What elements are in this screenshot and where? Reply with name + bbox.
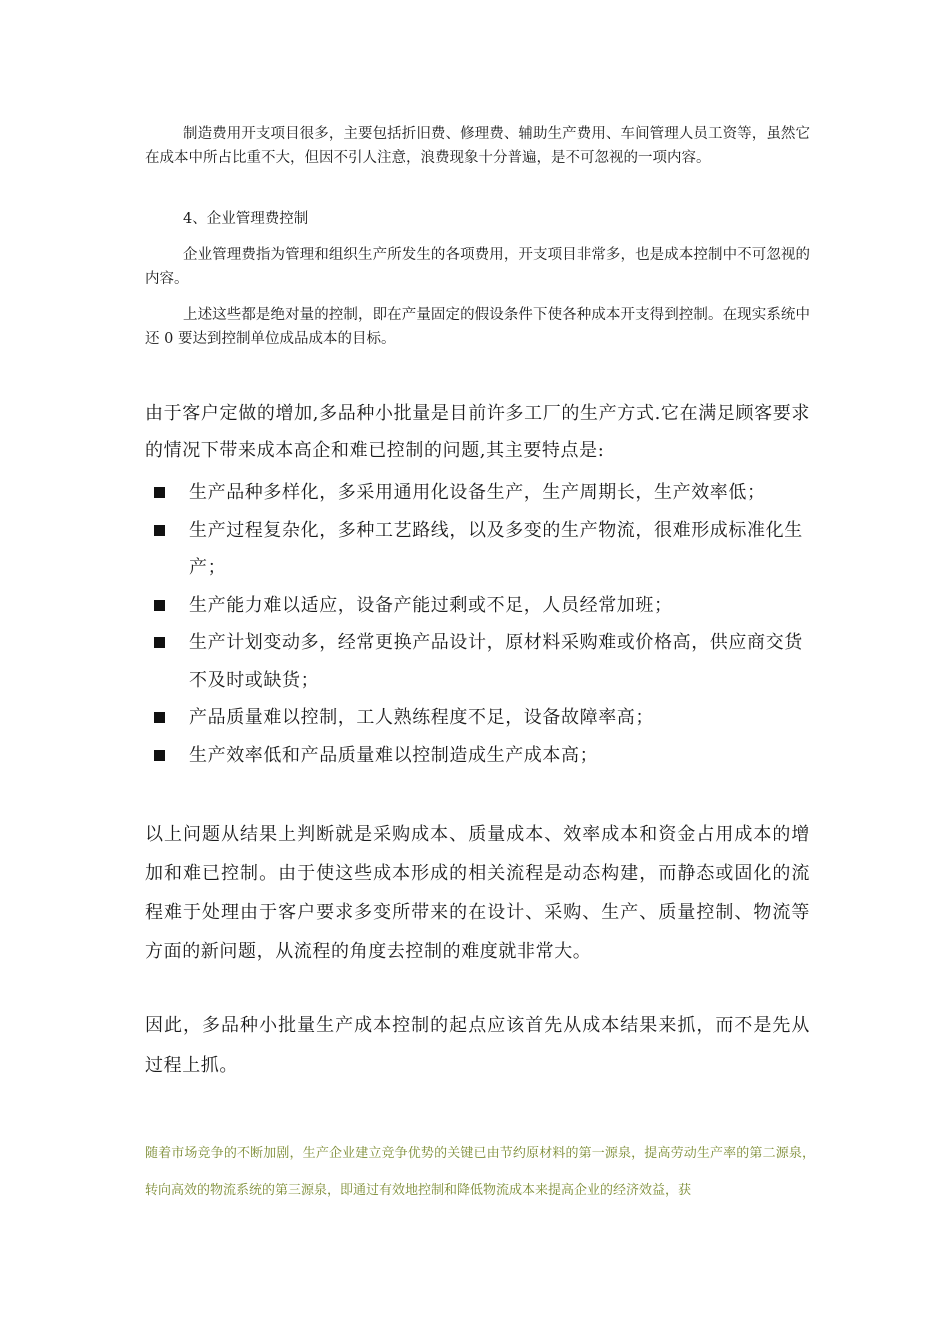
admin-cost-heading-block [145,208,810,232]
problems-section [145,815,810,971]
footer-note-paragraph: 随着市场竞争的不断加剧，生产企业建立竞争优势的关键已由节约原材料的第一源泉，提高劳动生产率的第二源泉，转向高效的物流系统的第三源泉，即通过有效地控制和降低物流成本来提高企业的经济效益，获 [145,1146,815,1198]
overhead-cost-section [145,123,810,170]
intro-paragraph: 由于客户定做的增加,多品种小批量是目前许多工厂的生产方式.它在满足顾客要求的情况下带来成本高企和难已控制的问题,其主要特点是: [145,403,810,461]
intro-section [145,395,810,469]
conclusion-section [145,1006,810,1086]
list-item [145,624,815,699]
absolute-control-section [145,304,810,351]
admin-cost-heading: 4、企业管理费控制 [183,211,309,227]
list-item [145,699,815,737]
admin-cost-section [145,244,810,291]
list-item [145,737,815,775]
square-bullet-icon [154,637,165,648]
admin-cost-paragraph: 企业管理费指为管理和组织生产所发生的各项费用，开支项目非常多，也是成本控制中不可忽视的内容。 [145,247,810,287]
list-item [145,474,815,512]
overhead-cost-paragraph: 制造费用开支项目很多，主要包括折旧费、修理费、辅助生产费用、车间管理人员工资等，虽然它在成本中所占比重不大，但因不引人注意，浪费现象十分普遍，是不可忽视的一项内容。 [145,126,810,166]
conclusion-paragraph: 因此，多品种小批量生产成本控制的起点应该首先从成本结果来抓，而不是先从过程上抓。 [145,1015,810,1076]
square-bullet-icon [154,487,165,498]
square-bullet-icon [154,712,165,723]
list-item [145,587,815,625]
problems-paragraph: 以上问题从结果上判断就是采购成本、质量成本、效率成本和资金占用成本的增加和难已控制。由于使这些成本形成的相关流程是动态构建，而静态或固化的流程难于处理由于客户要求多变所带来的在设计、采购、生产、质量控制、物流等方面的新问题，从流程的角度去控制的难度就非常大。 [145,824,810,962]
footer-note-section [145,1135,815,1209]
list-item-text: 生产能力难以适应，设备产能过剩或不足，人员经常加班； [189,594,673,616]
list-item-text: 生产过程复杂化，多种工艺路线，以及多变的生产物流，很难形成标准化生产； [189,519,803,578]
list-item-text: 生产计划变动多，经常更换产品设计，原材料采购难或价格高，供应商交货不及时或缺货； [189,632,803,691]
features-list [145,474,815,774]
square-bullet-icon [154,600,165,611]
list-item-text: 生产品种多样化，多采用通用化设备生产，生产周期长，生产效率低； [189,482,766,503]
list-item [145,512,815,587]
square-bullet-icon [154,525,165,536]
square-bullet-icon [154,750,165,761]
absolute-control-paragraph: 上述这些都是绝对量的控制，即在产量固定的假设条件下使各种成本开支得到控制。在现实系统中还 0 要达到控制单位成品成本的目标。 [145,307,810,347]
list-item-text: 产品质量难以控制，工人熟练程度不足，设备故障率高； [189,707,654,728]
list-item-text: 生产效率低和产品质量难以控制造成生产成本高； [189,744,599,766]
